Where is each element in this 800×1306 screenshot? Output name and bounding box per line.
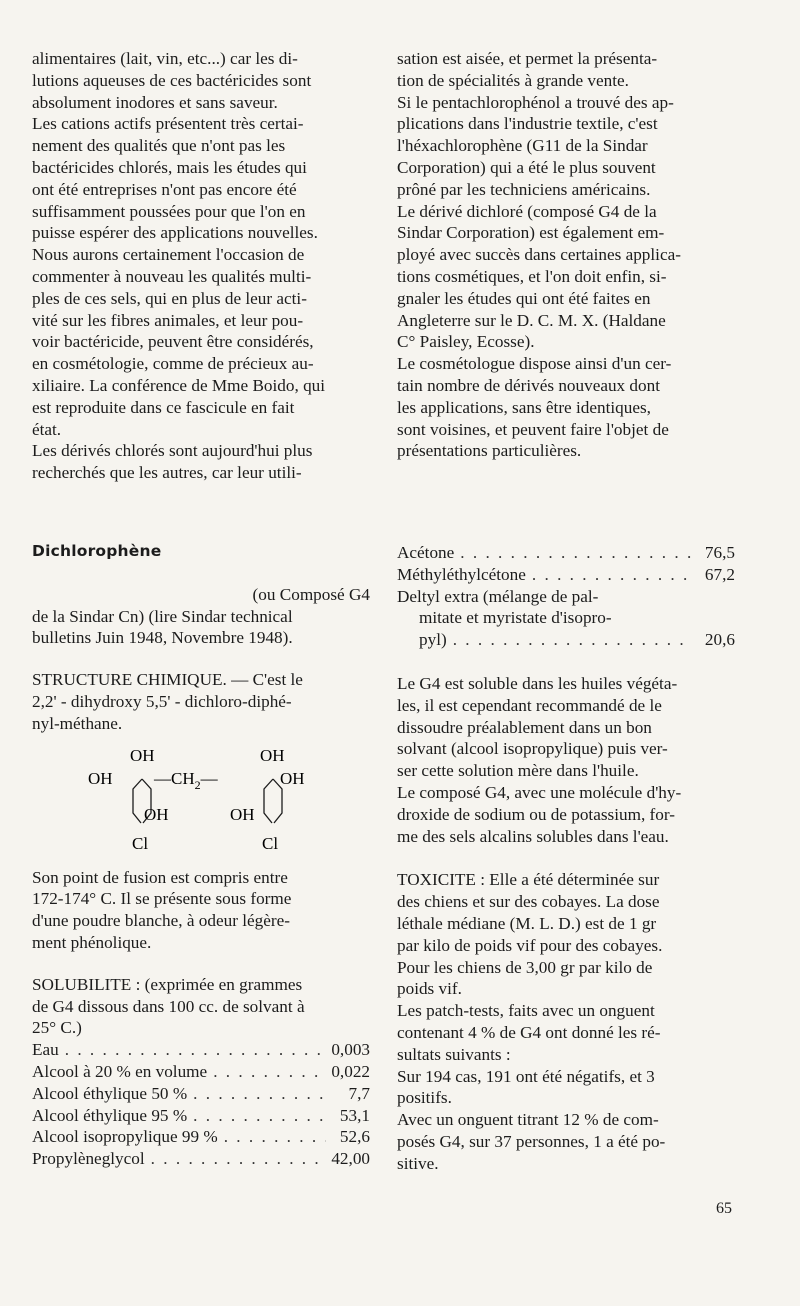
deltyl-entry [397,586,667,630]
formula-ch2-right: — [200,768,218,788]
text-line: Les patch-tests, faits avec un onguent [397,1001,655,1021]
table-row [32,1148,370,1170]
cas-paragraph [397,1066,735,1110]
text-line: contenant 4 % de G4 ont donné les ré- [397,1022,661,1042]
text-line: Sindar Corporation) est également em- [397,223,665,243]
row-label: Alcool éthylique 50 % [32,1083,188,1103]
row-label: Méthyléthylcétone [397,564,526,584]
text-line: l'héxachlorophène (G11 de la Sindar [397,136,648,156]
text-line: Son point de fusion est compris entre [32,867,288,887]
formula-ch2 [153,769,219,792]
text-line: vité sur les fibres animales, et leur pou- [32,310,304,330]
text-line: alimentaires (lait, vin, etc...) car les di- [32,49,298,68]
row-label: Alcool éthylique 95 % [32,1105,188,1125]
left-column [32,48,370,484]
text-line: 172-174° C. Il se présente sous forme [32,889,292,909]
text-line: sitive. [397,1153,439,1173]
formula-cl-right: Cl [262,833,279,853]
text-line: puisse espérer des applications nouvelles. [32,223,318,243]
text-line: STRUCTURE CHIMIQUE. — C'est le [32,670,303,690]
text-line: absolument inodores et sans saveur. [32,92,278,112]
formula-cl-left: Cl [132,833,149,853]
text-line: Le G4 est soluble dans les huiles végéta- [397,673,678,693]
table-row [32,1126,370,1148]
row-label: Alcool isopropylique 99 % [32,1127,218,1147]
toxicite-paragraph [397,869,735,1000]
text-line: poids vif. [397,979,462,999]
text-line: de la Sindar Cn) (lire Sindar technical [32,606,293,626]
solubilite-paragraph [32,974,370,1039]
formula-oh-inner-left: OH [144,804,169,824]
huile-paragraph [397,673,735,782]
sation-paragraph [397,48,735,92]
row-value: 0,022 [331,1061,370,1081]
solvent-table [397,542,735,651]
solubility-table [32,1039,370,1170]
text-line: Angleterre sur le D. C. M. X. (Haldane [397,310,666,330]
text-line: ser cette solution mère dans l'huile. [397,761,639,781]
text-line: léthale médiane (M. L. D.) est de 1 gr [397,913,657,933]
table-row [32,1105,370,1127]
text-line: état. [32,419,62,439]
leader-dots [532,564,691,586]
cosmeto-paragraph [397,353,735,462]
text-line: droxide de sodium ou de potassium, for- [397,804,675,824]
intro-paragraph [32,48,370,113]
table-row [32,1039,370,1061]
formula-oh-right: OH [280,768,305,788]
text-line: tion de spécialités à grande vente. [397,70,629,90]
row-label: Eau [32,1040,59,1060]
text-line: solvant (alcool isopropylique) puis ver- [397,739,668,759]
text-line: xiliaire. La conférence de Mme Boido, qui [32,375,326,395]
text-line: tions cosmétiques, et l'on doit enfin, si- [397,266,667,286]
text-line: posés G4, sur 37 personnes, 1 a été po- [397,1131,666,1151]
text-line: voir bactéricide, peuvent être considérés, [32,332,314,352]
text-line: Avec un onguent titrant 12 % de com- [397,1110,659,1130]
text-line: sultats suivants : [397,1044,511,1064]
row-value: 53,1 [339,1105,370,1125]
penta-paragraph [397,92,735,201]
formula-oh-inner-right: OH [230,804,255,824]
text-line: dissoudre préalablement dans un bon [397,717,652,737]
chlores-paragraph [32,440,370,484]
leader-dots [65,1039,326,1061]
text-line: prôné par les techniciens américains. [397,179,651,199]
patch-paragraph [397,1000,735,1065]
leader-dots [213,1061,325,1083]
text-line: commenter à nouveau les qualités multi- [32,266,312,286]
text-line: d'une poudre blanche, à odeur légère- [32,911,290,931]
right-column [397,48,735,462]
text-line: Sur 194 cas, 191 ont été négatifs, et 3 [397,1066,655,1086]
text-line: sation est aisée, et permet la présenta- [397,49,658,68]
text-line: est reproduite dans ce fascicule en fait [32,397,295,417]
text-line: recherchés que les autres, car leur utili- [32,463,302,483]
text-line: Les dérivés chlorés sont aujourd'hui plus [32,441,313,461]
text-line: TOXICITE : Elle a été déterminée sur [397,870,660,890]
leader-dots [453,629,691,651]
row-value: 20,6 [704,630,735,650]
table-row [32,1061,370,1083]
text-line: Corporation) qui a été le plus souvent [397,157,656,177]
chemical-formula [32,741,370,851]
leader-dots [224,1126,326,1148]
benzene-ring-right [264,779,282,823]
row-label: Alcool à 20 % en volume [32,1061,208,1081]
text-line: en cosmétologie, comme de précieux au- [32,354,314,374]
onguent-paragraph [397,1109,735,1174]
compose-paragraph [32,584,370,649]
text-line: Les cations actifs présentent très certai- [32,114,304,134]
row-value: 67,2 [704,564,735,584]
formula-drawing [32,741,370,856]
text-line: par kilo de poids vif pour des cobayes. [397,935,663,955]
row-label: Propylèneglycol [32,1149,145,1169]
row-value: 76,5 [704,543,735,562]
text-line: Nous aurons certainement l'occasion de [32,245,305,265]
text-line: C° Paisley, Ecosse). [397,332,535,352]
structure-paragraph [32,669,370,734]
right-column-lower [397,542,735,1175]
text-line: Pour les chiens de 3,00 gr par kilo de [397,957,653,977]
text-line: tain nombre de dérivés nouveaux dont [397,375,660,395]
dichlore-paragraph [397,201,735,354]
soude-paragraph [397,782,735,847]
left-column-lower [32,541,370,1170]
table-row [397,564,735,586]
formula-ch2-left: —CH [154,768,195,788]
text-line: des chiens et sur des cobayes. La dose [397,892,660,912]
text-line: (ou Composé G4 [252,584,370,604]
text-line: positifs. [397,1088,452,1108]
row-value: 7,7 [348,1083,370,1103]
leader-dots [193,1105,326,1127]
text-line: plications dans l'industrie textile, c'est [397,114,658,134]
table-row [397,542,735,564]
leader-dots [460,542,691,564]
row-value: 42,00 [331,1149,370,1169]
text-line: ment phénolique. [32,932,152,952]
leader-dots [193,1083,326,1105]
text-line: Le dérivé dichloré (composé G4 de la [397,201,657,221]
row-value: 52,6 [339,1127,370,1147]
text-line: les applications, sans être identiques, [397,397,651,417]
table-row [397,629,735,651]
text-line: bulletins Juin 1948, Novembre 1948). [32,628,293,648]
row-label: Acétone [397,543,455,562]
text-line: sont voisines, et peuvent faire l'objet de [397,419,669,439]
text-line: Si le pentachlorophénol a trouvé des ap- [397,92,674,112]
text-line: ples de ces sels, qui en plus de leur acti- [32,288,307,308]
leader-dots [151,1148,326,1170]
fusion-paragraph [32,867,370,954]
text-line: bactéricides chlorés, mais les études qui [32,157,307,177]
table-row [32,1083,370,1105]
text-line: 2,2' - dihydroxy 5,5' - dichloro-diphé- [32,691,292,711]
cations-paragraph [32,113,370,440]
formula-ch2-sub: 2 [194,777,201,792]
text-line: ployé avec succès dans certaines applica- [397,245,681,265]
text-line: mitate et myristate d'isopro- [419,608,612,628]
row-label: pyl) [419,630,447,650]
page-number: 65 [716,1200,732,1217]
text-line: de G4 dissous dans 100 cc. de solvant à [32,996,305,1016]
text-line: nement des qualités que n'ont pas les [32,136,286,156]
text-line: me des sels alcalins solubles dans l'eau. [397,826,669,846]
row-value: 0,003 [331,1040,370,1060]
text-line: ont été entreprises n'ont pas encore été [32,179,297,199]
text-line: suffisamment poussées pour que l'on en [32,201,306,221]
text-line: présentations particulières. [397,441,582,461]
section-heading: Dichlorophène [32,542,162,560]
text-line: SOLUBILITE : (exprimée en grammes [32,974,303,994]
text-line: Deltyl extra (mélange de pal- [397,586,599,606]
text-line: lutions aqueuses de ces bactéricides sont [32,70,312,90]
text-line: Le cosmétologue dispose ainsi d'un cer- [397,354,672,374]
text-line: 25° C.) [32,1018,82,1038]
text-line: Le composé G4, avec une molécule d'hy- [397,782,682,802]
formula-oh-top-right: OH [260,745,285,765]
text-line: les, il est cependant recommandé de le [397,695,662,715]
text-line: gnaler les études qui ont été faites en [397,288,651,308]
text-line: nyl-méthane. [32,713,123,733]
formula-oh-top-left: OH [130,745,155,765]
formula-oh-left: OH [88,768,113,788]
